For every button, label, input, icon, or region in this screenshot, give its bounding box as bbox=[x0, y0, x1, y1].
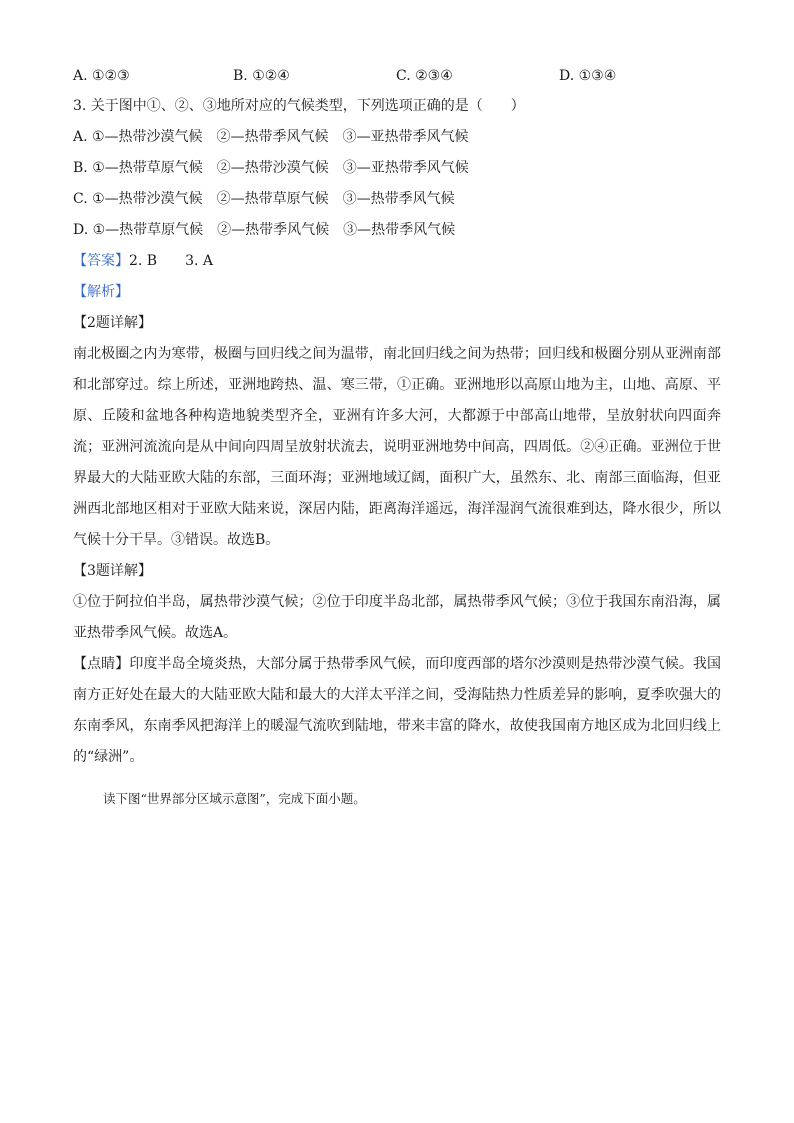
q3-option-d: D. ①—热带草原气候 ②—热带季风气候 ③—热带季风气候 bbox=[73, 222, 456, 238]
answer-value-2: 2. B bbox=[129, 253, 158, 269]
answer-label: 【答案】 bbox=[73, 253, 129, 269]
document-page bbox=[73, 62, 721, 819]
q3-detail-heading: 【3题详解】 bbox=[73, 563, 152, 579]
analysis-label: 【解析】 bbox=[73, 284, 129, 300]
q3-option-b: B. ①—热带草原气候 ②—热带沙漠气候 ③—亚热带季风气候 bbox=[73, 160, 469, 176]
q3-stem: 3. 关于图中①、②、③地所对应的气候类型，下列选项正确的是（ ） bbox=[73, 98, 525, 114]
q3-option-a: A. ①—热带沙漠气候 ②—热带季风气候 ③—亚热带季风气候 bbox=[73, 129, 469, 145]
q2-detail-heading: 【2题详解】 bbox=[73, 315, 152, 331]
q2-option-b: B. ①②④ bbox=[233, 68, 290, 84]
answer-line bbox=[73, 246, 721, 277]
q2-option-d: D. ①③④ bbox=[559, 68, 617, 84]
q2-options bbox=[73, 62, 721, 91]
dianjing-paragraph bbox=[73, 649, 721, 773]
q2-detail-text: 南北极圈之内为寒带，极圈与回归线之间为温带，南北回归线之间为热带；回归线和极圈分别从亚洲南部和北部穿过。综上所述，亚洲地跨热、温、寒三带，①正确。亚洲地形以高原山地为主，山地、高原、平原、丘陵和盆地各种构造地貌类型齐全，亚洲有许多大河，大都源于中部高山地带，呈放射状向四面奔流；亚洲河流流向是从中间向四周呈放射状流去，说明亚洲地势中间高，四周低。②④正确。亚洲位于世界最大的大陆亚欧大陆的东部，三面环海；亚洲地域辽阔，面积广大，虽然东、北、南部三面临海，但亚洲西北部地区相对于亚欧大陆来说，深居内陆，距离海洋遥远，海洋湿润气流很难到达，降水很少，所以气候十分干旱。③错误。故选B。 bbox=[73, 346, 721, 548]
analysis-line bbox=[73, 277, 721, 308]
next-instruction: 读下图“世界部分区域示意图”，完成下面小题。 bbox=[103, 791, 366, 806]
dianjing-text: 印度半岛全境炎热，大部分属于热带季风气候，而印度西部的塔尔沙漠则是热带沙漠气候。我国南方正好处在最大的大陆亚欧大陆和最大的大洋太平洋之间，受海陆热力性质差异的影响，夏季吹强大的东南季风，东南季风把海洋上的暖湿气流吹到陆地，带来丰富的降水，故使我国南方地区成为北回归线上的“绿洲”。 bbox=[73, 656, 722, 765]
q2-option-a: A. ①②③ bbox=[73, 68, 130, 84]
dianjing-label: 【点睛】 bbox=[73, 656, 130, 672]
answer-value-3: 3. A bbox=[185, 253, 214, 269]
q3-detail-text: ①位于阿拉伯半岛，属热带沙漠气候；②位于印度半岛北部，属热带季风气候；③位于我国东南沿海，属亚热带季风气候。故选A。 bbox=[73, 594, 721, 641]
q2-option-c: C. ②③④ bbox=[396, 68, 453, 84]
q3-option-c: C. ①—热带沙漠气候 ②—热带草原气候 ③—热带季风气候 bbox=[73, 191, 455, 207]
